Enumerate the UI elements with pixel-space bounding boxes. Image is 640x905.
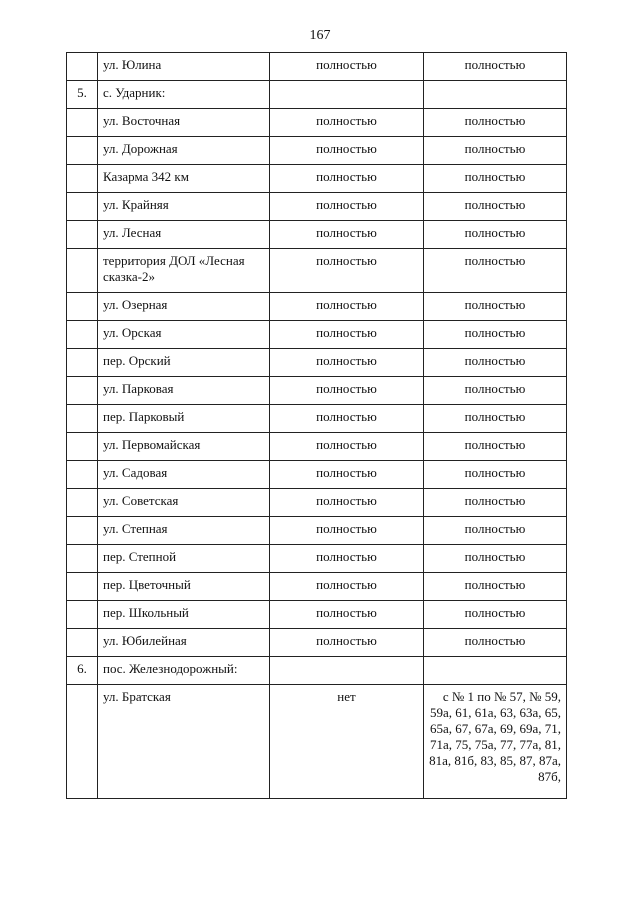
coverage-value: полностью (270, 349, 424, 377)
coverage-value: полностью (424, 109, 567, 137)
coverage-value: полностью (424, 461, 567, 489)
coverage-value: полностью (424, 489, 567, 517)
row-number (67, 321, 98, 349)
street-name: пер. Цветочный (98, 573, 270, 601)
row-number (67, 685, 98, 799)
coverage-value: полностью (424, 405, 567, 433)
coverage-value: полностью (424, 545, 567, 573)
coverage-value (270, 81, 424, 109)
row-number (67, 517, 98, 545)
row-number: 5. (67, 81, 98, 109)
settlement-name: с. Ударник: (98, 81, 270, 109)
coverage-value: полностью (424, 249, 567, 293)
row-number (67, 545, 98, 573)
row-number (67, 629, 98, 657)
coverage-value: полностью (424, 629, 567, 657)
table-row (67, 461, 567, 489)
section-row (67, 81, 567, 109)
row-number (67, 405, 98, 433)
row-number (67, 221, 98, 249)
coverage-value: полностью (270, 573, 424, 601)
coverage-value: полностью (424, 193, 567, 221)
coverage-value: полностью (270, 545, 424, 573)
street-name: ул. Первомайская (98, 433, 270, 461)
row-number (67, 53, 98, 81)
table-row (67, 109, 567, 137)
street-name: территория ДОЛ «Лесная сказка-2» (98, 249, 270, 293)
coverage-value: полностью (424, 221, 567, 249)
settlement-name: пос. Железнодорожный: (98, 657, 270, 685)
row-number (67, 193, 98, 221)
section-row (67, 657, 567, 685)
row-number (67, 489, 98, 517)
coverage-value: полностью (424, 165, 567, 193)
table-row (67, 377, 567, 405)
street-name: ул. Парковая (98, 377, 270, 405)
street-name: ул. Степная (98, 517, 270, 545)
street-name: ул. Восточная (98, 109, 270, 137)
coverage-value: полностью (270, 601, 424, 629)
street-name: пер. Школьный (98, 601, 270, 629)
street-name: ул. Юбилейная (98, 629, 270, 657)
street-name: ул. Братская (98, 685, 270, 799)
coverage-value: полностью (270, 193, 424, 221)
coverage-value: полностью (270, 433, 424, 461)
street-name: пер. Орский (98, 349, 270, 377)
row-number (67, 137, 98, 165)
table-row (67, 685, 567, 799)
table-row (67, 53, 567, 81)
table-row (67, 517, 567, 545)
row-number (67, 109, 98, 137)
table-row (67, 433, 567, 461)
table-row (67, 293, 567, 321)
row-number (67, 165, 98, 193)
table-row (67, 629, 567, 657)
coverage-value: полностью (270, 489, 424, 517)
coverage-value: полностью (424, 433, 567, 461)
coverage-value: полностью (270, 165, 424, 193)
house-numbers: с № 1 по № 57, № 59, 59а, 61, 61а, 63, 63а, 65, 65а, 67, 67а, 69, 69а, 71, 71а, 75, 75а, 77, 77а, 81, 81а, 81б, 83, 85, 87, 87а, 87б, (424, 685, 567, 799)
coverage-value: полностью (424, 53, 567, 81)
street-name: ул. Крайняя (98, 193, 270, 221)
street-name: пер. Степной (98, 545, 270, 573)
street-name: ул. Садовая (98, 461, 270, 489)
street-name: ул. Лесная (98, 221, 270, 249)
table-row (67, 573, 567, 601)
street-name: ул. Юлина (98, 53, 270, 81)
row-number (67, 249, 98, 293)
coverage-value: полностью (424, 321, 567, 349)
street-name: ул. Орская (98, 321, 270, 349)
coverage-value: полностью (270, 377, 424, 405)
coverage-value: полностью (424, 573, 567, 601)
coverage-value: полностью (270, 137, 424, 165)
street-name: ул. Озерная (98, 293, 270, 321)
coverage-value (424, 81, 567, 109)
row-number (67, 573, 98, 601)
table-row (67, 349, 567, 377)
coverage-value: полностью (270, 461, 424, 489)
coverage-value: полностью (270, 405, 424, 433)
street-name: пер. Парковый (98, 405, 270, 433)
row-number (67, 601, 98, 629)
coverage-value: полностью (424, 137, 567, 165)
row-number (67, 377, 98, 405)
row-number (67, 433, 98, 461)
row-number (67, 461, 98, 489)
coverage-value: полностью (270, 517, 424, 545)
table-row (67, 193, 567, 221)
street-name: ул. Советская (98, 489, 270, 517)
coverage-value: полностью (424, 349, 567, 377)
row-number (67, 293, 98, 321)
coverage-value (270, 657, 424, 685)
coverage-value (424, 657, 567, 685)
coverage-value: полностью (270, 629, 424, 657)
table-row (67, 601, 567, 629)
coverage-value: полностью (270, 53, 424, 81)
street-name: ул. Дорожная (98, 137, 270, 165)
table-row (67, 165, 567, 193)
table-row (67, 489, 567, 517)
address-table (66, 52, 567, 799)
coverage-value: полностью (270, 249, 424, 293)
coverage-value: полностью (270, 321, 424, 349)
coverage-value: полностью (270, 221, 424, 249)
coverage-value: полностью (424, 293, 567, 321)
coverage-value: полностью (424, 377, 567, 405)
row-number (67, 349, 98, 377)
coverage-value: полностью (270, 293, 424, 321)
street-name: Казарма 342 км (98, 165, 270, 193)
table-row (67, 221, 567, 249)
row-number: 6. (67, 657, 98, 685)
table-row (67, 137, 567, 165)
table-row (67, 405, 567, 433)
coverage-value: полностью (424, 601, 567, 629)
coverage-value: полностью (270, 109, 424, 137)
table-row (67, 321, 567, 349)
table-row (67, 249, 567, 293)
table-row (67, 545, 567, 573)
coverage-value: нет (270, 685, 424, 799)
coverage-value: полностью (424, 517, 567, 545)
page-number: 167 (309, 28, 331, 43)
